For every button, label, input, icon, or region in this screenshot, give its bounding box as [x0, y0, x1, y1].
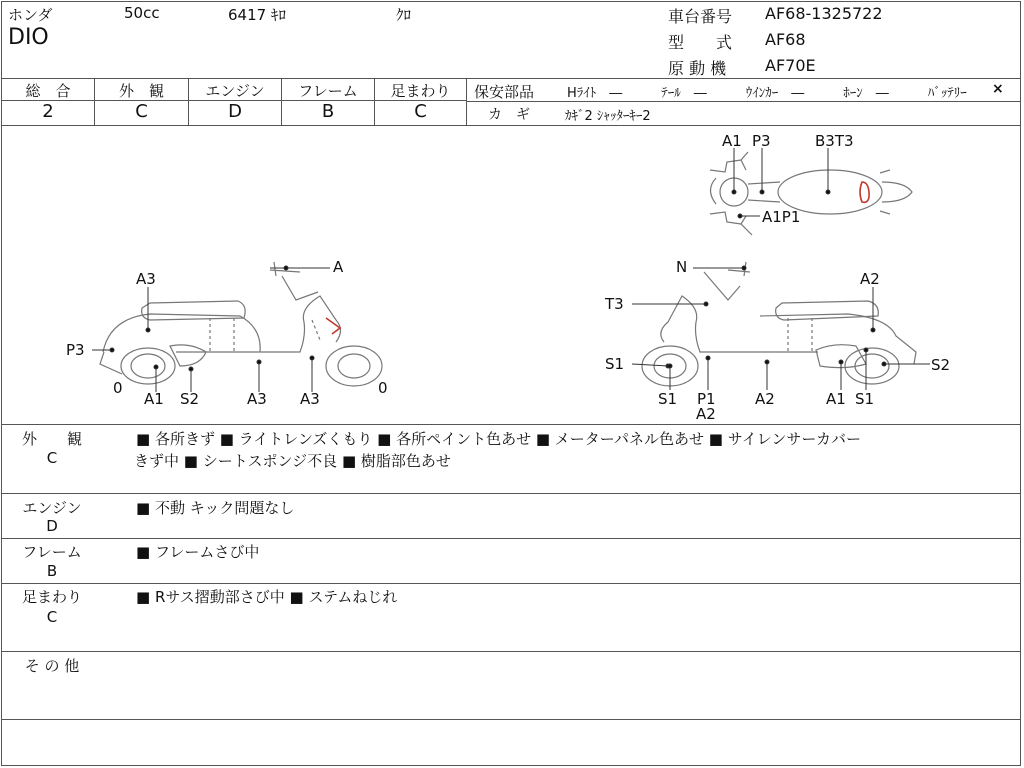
frame-no-label: 車台番号: [668, 7, 733, 26]
label-left-p3: P3: [66, 341, 85, 359]
label-right-s1-bottom: S1: [658, 390, 678, 408]
label-left-0-right: 0: [378, 379, 388, 397]
rule: [1, 424, 1021, 425]
type-value: AF68: [765, 30, 806, 49]
grade-frame-label: フレーム: [298, 82, 358, 100]
label-left-s2: S2: [180, 390, 200, 408]
note-suspension-label: 足まわり: [21, 588, 82, 606]
rule: [1, 583, 1021, 584]
label-right-a1: A1: [826, 390, 846, 408]
frame-no: AF68-1325722: [765, 4, 883, 23]
model-name: DIO: [8, 25, 49, 50]
label-left-a1: A1: [144, 390, 164, 408]
note-frame-label: フレーム: [22, 543, 82, 561]
label-right-p1: P1: [697, 390, 716, 408]
note-exterior-text-1: ■ 各所きず ■ ライトレンズくもり ■ 各所ペイント色あせ ■ メーターパネル色あせ ■ サイレンサーカバー: [136, 430, 862, 448]
grade-total-label: 総 合: [25, 82, 71, 100]
rule: [1, 538, 1021, 539]
label-left-a3-mid: A3: [247, 390, 267, 408]
note-other-label: そ の 他: [24, 657, 80, 675]
note-suspension-text: ■ Rサス摺動部さび中 ■ ステムねじれ: [136, 588, 398, 606]
note-suspension-grade: C: [46, 608, 58, 626]
type-label: 型 式: [668, 33, 733, 52]
note-engine-grade: D: [46, 517, 58, 535]
label-top-b3t3: B3T3: [815, 132, 854, 150]
rule: [1, 651, 1021, 652]
grade-engine-value: D: [228, 101, 242, 122]
label-top-a1p1: A1P1: [762, 208, 801, 226]
note-frame-text: ■ フレームさび中: [136, 543, 260, 561]
color: ｸﾛ: [396, 6, 412, 24]
mileage: 6417 ｷﾛ: [228, 6, 286, 24]
safety-label: 保安部品: [474, 83, 535, 101]
label-top-a1: A1: [722, 132, 742, 150]
grade-exterior-value: C: [135, 101, 148, 122]
battery-mark: ×: [992, 81, 1004, 97]
note-exterior-label: 外 観: [21, 430, 82, 448]
displacement: 50cc: [124, 4, 160, 22]
label-top-p3: P3: [752, 132, 771, 150]
label-right-a2-mid: A2: [755, 390, 775, 408]
rule: [1, 719, 1021, 720]
label-right-t3: T3: [605, 295, 624, 313]
rule: [1, 78, 1021, 79]
note-engine-text: ■ 不動 キック問題なし: [136, 499, 295, 517]
note-exterior-grade: C: [46, 449, 58, 467]
rule: [1, 493, 1021, 494]
label-right-s1-right: S1: [855, 390, 875, 408]
grade-suspension-value: C: [414, 101, 427, 122]
damage-diagram: [0, 126, 1024, 424]
label-right-s2: S2: [931, 356, 951, 374]
grade-suspension-label: 足まわり: [390, 82, 451, 100]
label-right-a2-low: A2: [696, 405, 716, 423]
rule: [466, 78, 467, 125]
label-left-0-left: 0: [113, 379, 123, 397]
note-frame-grade: B: [46, 562, 58, 580]
note-exterior-text-2: きず中 ■ シートスポンジ不良 ■ 樹脂部色あせ: [134, 452, 451, 470]
label-left-a3-top: A3: [136, 270, 156, 288]
label-right-s1-left: S1: [605, 355, 625, 373]
grade-total-value: 2: [42, 101, 54, 122]
safety-items: Hﾗｲﾄ ― ﾃｰﾙ ― ｳｲﾝｶｰ ― ﾎｰﾝ ― ﾊﾞｯﾃﾘｰ: [567, 86, 967, 101]
top-view-scooter: [710, 152, 912, 235]
grade-frame-value: B: [321, 101, 335, 122]
label-left-a: A: [333, 258, 344, 276]
note-engine-label: エンジン: [22, 499, 82, 517]
label-left-a3-right: A3: [300, 390, 320, 408]
label-right-n: N: [676, 258, 688, 276]
keys-value: ｶｷﾞ2 ｼｬｯﾀｰｷｰ2: [565, 109, 651, 124]
grade-exterior-label: 外 観: [118, 82, 164, 100]
engine-label: 原 動 機: [668, 59, 727, 78]
keys-label: カ ギ: [488, 107, 530, 123]
engine-value: AF70E: [765, 56, 816, 75]
maker: ホンダ: [8, 6, 53, 24]
grade-engine-label: エンジン: [205, 82, 265, 100]
rule: [467, 101, 1021, 102]
label-right-a2-top: A2: [860, 270, 880, 288]
